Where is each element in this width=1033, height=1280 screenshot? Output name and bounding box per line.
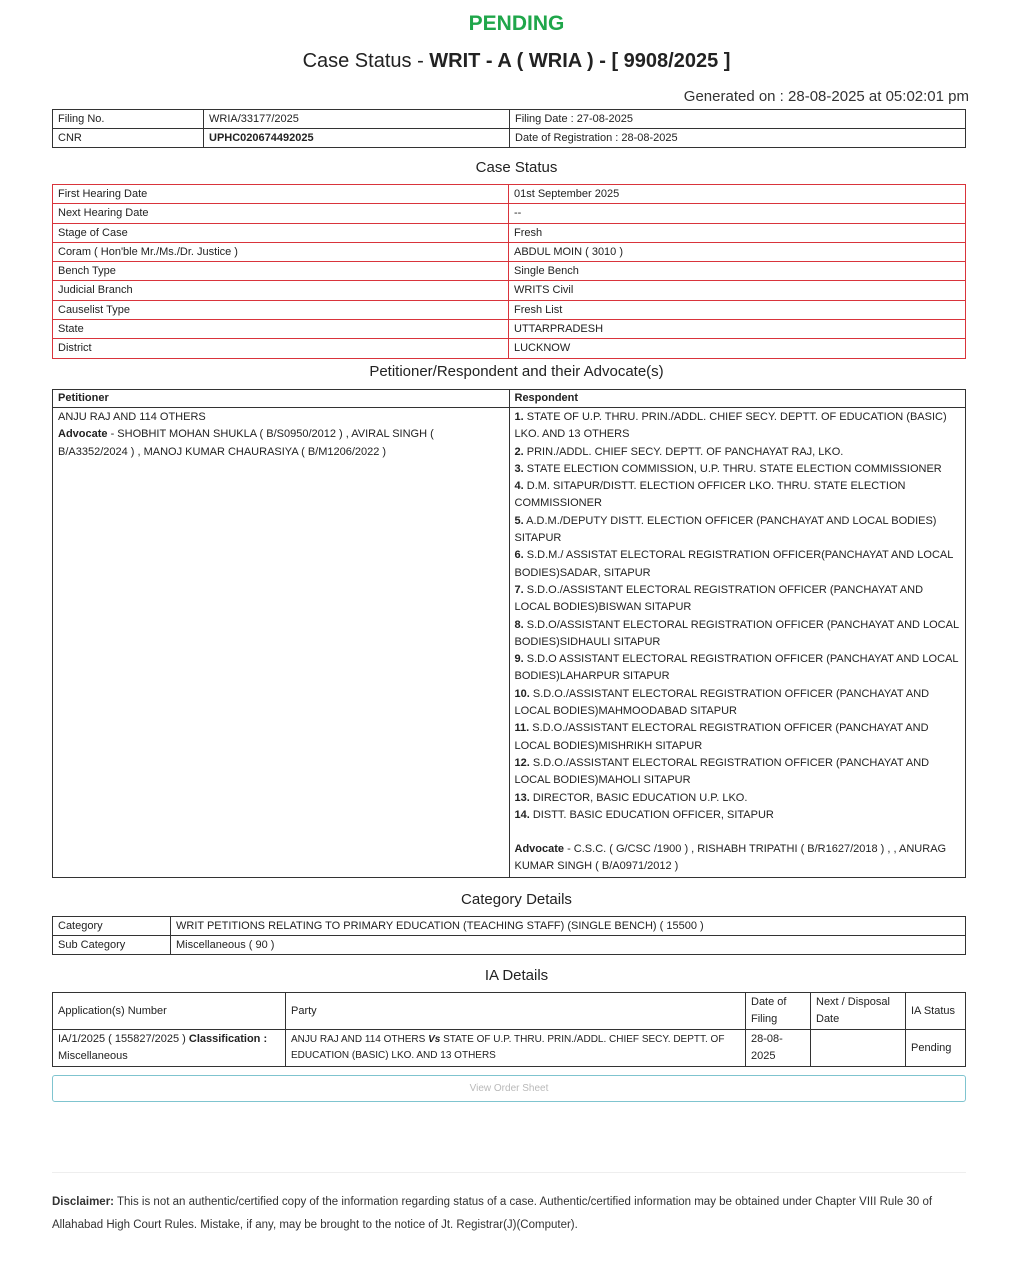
respondent-number: 12. <box>514 756 530 769</box>
respondent-number: 1. <box>514 411 524 423</box>
respondent-number: 6. <box>514 549 524 562</box>
respondent-item <box>515 513 961 548</box>
respondent-item <box>515 444 961 461</box>
status-value: Fresh List <box>509 300 966 319</box>
versus-label: Vs <box>428 1034 441 1045</box>
respondent-text: S.D.O./ASSISTANT ELECTORAL REGISTRATION OFFICER (PANCHAYAT AND LOCAL BODIES)MAHMOODABAD SITAPUR <box>514 687 930 718</box>
divider <box>52 1172 966 1173</box>
respondent-header: Respondent <box>509 390 966 408</box>
filing-no-label: Filing No. <box>53 110 204 129</box>
status-value: LUCKNOW <box>509 339 966 358</box>
ia-header-application: Application(s) Number <box>53 993 286 1030</box>
respondent-text: DISTT. BASIC EDUCATION OFFICER, SITAPUR <box>529 808 774 821</box>
ia-party <box>286 1030 746 1067</box>
status-value: Fresh <box>509 223 966 242</box>
respondent-item <box>515 409 961 444</box>
respondent-list <box>515 409 961 824</box>
ia-table <box>52 992 966 1067</box>
status-label: Next Hearing Date <box>53 204 509 223</box>
respondent-number: 3. <box>514 462 524 475</box>
respondent-advocates <box>515 841 961 876</box>
status-value: 01st September 2025 <box>509 185 966 204</box>
classification-value: Miscellaneous <box>58 1050 128 1062</box>
respondent-number: 5. <box>514 514 524 527</box>
table-row <box>53 320 966 339</box>
ia-application <box>53 1030 286 1067</box>
table-row <box>53 262 966 281</box>
registration-date: Date of Registration : 28-08-2025 <box>510 129 966 148</box>
respondent-text: S.D.O ASSISTANT ELECTORAL REGISTRATION OFFICER (PANCHAYAT AND LOCAL BODIES)LAHARPUR SITAPUR <box>514 653 959 683</box>
ia-status: Pending <box>906 1030 966 1067</box>
respondent-text: S.D.M./ ASSISTAT ELECTORAL REGISTRATION OFFICER(PANCHAYAT AND LOCAL BODIES)SADAR, SITAPUR <box>514 549 953 579</box>
respondent-text: D.M. SITAPUR/DISTT. ELECTION OFFICER LKO. THRU. STATE ELECTION COMMISSIONER <box>514 480 906 510</box>
table-row <box>53 936 966 955</box>
case-number: WRIT - A ( WRIA ) - [ 9908/2025 ] <box>429 50 731 72</box>
filing-date: Filing Date : 27-08-2025 <box>510 110 966 129</box>
table-row <box>53 993 966 1030</box>
status-value: ABDUL MOIN ( 3010 ) <box>509 242 966 261</box>
category-label: Category <box>53 917 171 936</box>
category-value: WRIT PETITIONS RELATING TO PRIMARY EDUCATION (TEACHING STAFF) (SINGLE BENCH) ( 15500 ) <box>171 917 966 936</box>
respondent-item <box>515 755 961 790</box>
ia-header-next-date: Next / Disposal Date <box>811 993 906 1030</box>
page-title <box>0 50 1033 73</box>
respondent-item <box>515 461 961 478</box>
category-table <box>52 916 966 955</box>
respondent-number: 2. <box>514 445 524 458</box>
table-row <box>53 390 966 408</box>
table-row <box>53 339 966 358</box>
respondent-number: 14. <box>514 808 530 821</box>
respondent-text: S.D.O./ASSISTANT ELECTORAL REGISTRATION OFFICER (PANCHAYAT AND LOCAL BODIES)MISHRIKH SITAPUR <box>514 722 929 752</box>
ia-heading: IA Details <box>484 967 549 984</box>
respondent-text: S.D.O/ASSISTANT ELECTORAL REGISTRATION OFFICER (PANCHAYAT AND LOCAL BODIES)SIDHAULI SITAPUR <box>514 618 959 648</box>
disclaimer <box>52 1191 966 1237</box>
parties-heading: Petitioner/Respondent and their Advocate(s) <box>369 363 664 380</box>
ia-next-date <box>811 1030 906 1067</box>
respondent-item <box>515 582 961 617</box>
table-row <box>53 281 966 300</box>
category-heading: Category Details <box>461 891 572 908</box>
respondent-text: PRIN./ADDL. CHIEF SECY. DEPTT. OF PANCHAYAT RAJ, LKO. <box>523 445 844 458</box>
respondent-item <box>515 651 961 686</box>
status-label: First Hearing Date <box>53 185 509 204</box>
status-label: Bench Type <box>53 262 509 281</box>
respondent-text: S.D.O./ASSISTANT ELECTORAL REGISTRATION OFFICER (PANCHAYAT AND LOCAL BODIES)BISWAN SITAPUR <box>514 583 924 614</box>
table-row <box>53 204 966 223</box>
advocate-label: Advocate <box>514 843 565 856</box>
title-prefix: Case Status - <box>302 50 430 72</box>
respondent-item <box>515 686 961 721</box>
party-right: STATE OF U.P. THRU. PRIN./ADDL. CHIEF SECY. DEPTT. OF EDUCATION (BASIC) LKO. AND 13 OTHERS <box>291 1034 725 1061</box>
status-value: -- <box>509 204 966 223</box>
ia-filing-date: 28-08-2025 <box>746 1030 811 1067</box>
respondent-text: S.D.O./ASSISTANT ELECTORAL REGISTRATION OFFICER (PANCHAYAT AND LOCAL BODIES)MAHOLI SITAPUR <box>514 756 930 787</box>
status-label: District <box>53 339 509 358</box>
respondent-number: 7. <box>514 583 524 596</box>
respondent-item <box>515 617 961 652</box>
cnr-value: UPHC020674492025 <box>204 129 510 148</box>
parties-table <box>52 389 966 878</box>
table-row <box>53 917 966 936</box>
table-row <box>53 408 966 878</box>
respondent-item <box>515 547 961 582</box>
respondent-item <box>515 720 961 755</box>
ia-header-status: IA Status <box>906 993 966 1030</box>
petitioner-cell <box>53 408 510 878</box>
table-row <box>53 1030 966 1067</box>
table-row <box>53 129 966 148</box>
status-value: WRITS Civil <box>509 281 966 300</box>
table-row <box>53 185 966 204</box>
status-label: Causelist Type <box>53 300 509 319</box>
case-status-table <box>52 184 966 359</box>
status-value: UTTARPRADESH <box>509 320 966 339</box>
respondent-text: STATE OF U.P. THRU. PRIN./ADDL. CHIEF SECY. DEPTT. OF EDUCATION (BASIC) LKO. AND 13 OTHERS <box>514 411 947 441</box>
status-label: State <box>53 320 509 339</box>
respondent-item <box>515 478 961 513</box>
respondent-number: 13. <box>514 791 530 804</box>
status-label: Stage of Case <box>53 223 509 242</box>
table-row <box>53 223 966 242</box>
respondent-text: STATE ELECTION COMMISSION, U.P. THRU. STATE ELECTION COMMISSIONER <box>523 462 942 475</box>
respondent-number: 10. <box>514 687 530 700</box>
sub-category-value: Miscellaneous ( 90 ) <box>171 936 966 955</box>
respondent-text: DIRECTOR, BASIC EDUCATION U.P. LKO. <box>529 791 748 804</box>
petitioner-header: Petitioner <box>53 390 510 408</box>
party-left: ANJU RAJ AND 114 OTHERS <box>291 1034 429 1045</box>
advocate-list: - C.S.C. ( G/CSC /1900 ) , RISHABH TRIPATHI ( B/R1627/2018 ) , , ANURAG KUMAR SINGH ( B/A0971/2012 ) <box>514 843 947 873</box>
status-label: Coram ( Hon'ble Mr./Ms./Dr. Justice ) <box>53 242 509 261</box>
respondent-number: 9. <box>514 653 524 666</box>
petitioner-name: ANJU RAJ AND 114 OTHERS <box>58 411 206 423</box>
table-row <box>53 300 966 319</box>
classification-label: Classification : <box>185 1033 268 1045</box>
respondent-number: 4. <box>514 480 524 493</box>
ia-header-filing-date: Date of Filing <box>746 993 811 1030</box>
respondent-item <box>515 807 961 824</box>
case-status-badge: PENDING <box>468 12 565 35</box>
case-status-heading: Case Status <box>475 159 558 176</box>
status-value: Single Bench <box>509 262 966 281</box>
status-label: Judicial Branch <box>53 281 509 300</box>
cnr-label: CNR <box>53 129 204 148</box>
disclaimer-label: Disclaimer: <box>52 1196 115 1208</box>
respondent-cell <box>509 408 966 878</box>
respondent-item <box>515 790 961 807</box>
respondent-text: A.D.M./DEPUTY DISTT. ELECTION OFFICER (PANCHAYAT AND LOCAL BODIES) SITAPUR <box>514 514 937 545</box>
table-row <box>53 110 966 129</box>
respondent-number: 8. <box>514 618 524 631</box>
table-row <box>53 242 966 261</box>
view-order-sheet-button[interactable]: View Order Sheet <box>52 1075 966 1102</box>
respondent-number: 11. <box>514 722 530 735</box>
filing-table <box>52 109 966 148</box>
advocate-list: - SHOBHIT MOHAN SHUKLA ( B/S0950/2012 ) , AVIRAL SINGH ( B/A3352/2024 ) , MANOJ KUMAR CHAURASIYA ( B/M1206/2022 ) <box>58 428 434 458</box>
petitioner-advocates <box>58 426 504 461</box>
disclaimer-text: This is not an authentic/certified copy of the information regarding status of a case. Authentic/certified information may be obtained under Chapter VIII Rule 30 of Allahabad High Court Rules. Mistake, if any, may be brought to the notice of Jt. Registrar(J)(Computer). <box>52 1196 933 1231</box>
sub-category-label: Sub Category <box>53 936 171 955</box>
filing-no-value: WRIA/33177/2025 <box>204 110 510 129</box>
ia-header-party: Party <box>286 993 746 1030</box>
advocate-label: Advocate <box>58 428 108 441</box>
ia-application-number: IA/1/2025 ( 155827/2025 ) <box>58 1033 186 1045</box>
generated-timestamp: Generated on : 28-08-2025 at 05:02:01 pm <box>683 88 969 105</box>
